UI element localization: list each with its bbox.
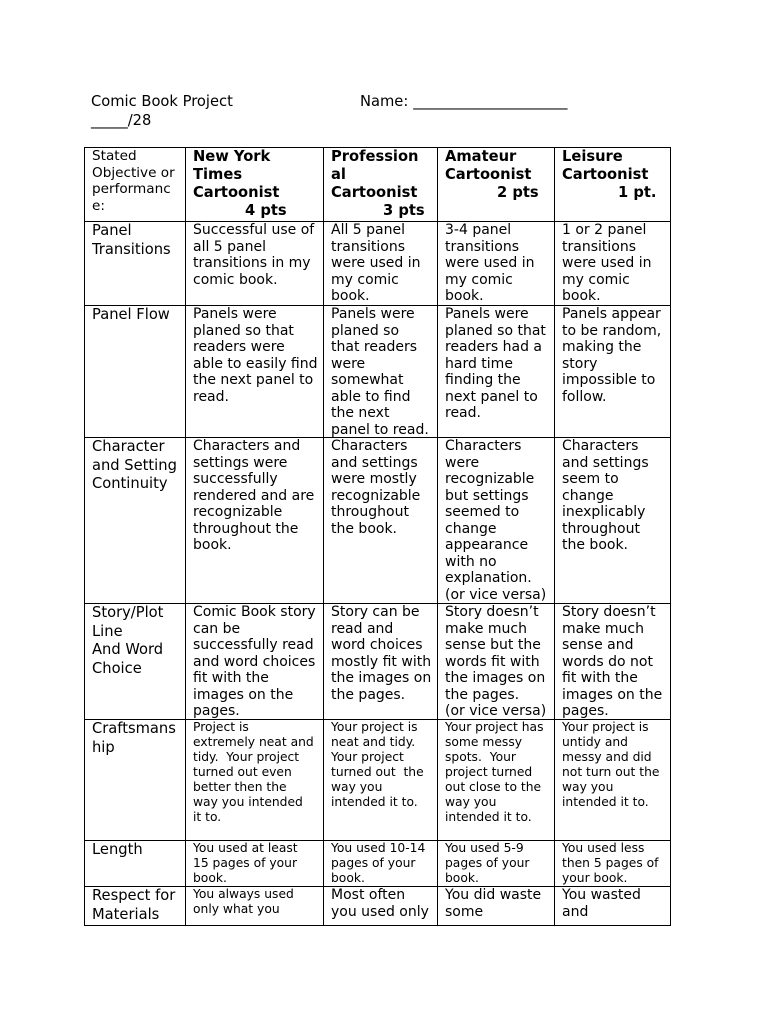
story-plot-3pts: Story can be read and word choices mostly fit with the images on the pages.	[324, 604, 438, 720]
level-points: 1 pt.	[618, 184, 657, 201]
level-title: Profession al Cartoonist	[331, 148, 419, 201]
materials-4pts: You always used only what you	[186, 887, 324, 926]
name-blank: _____________________	[413, 93, 568, 110]
craftsmanship-4pts: Project is extremely neat and tidy. Your project turned out even better then the way you intended it to.	[186, 720, 324, 841]
materials-1pt: You wasted and	[555, 887, 671, 926]
level-header-professional-cartoonist	[324, 148, 438, 222]
panel-flow-4pts: Panels were planed so that readers were able to easily find the next panel to read.	[186, 306, 324, 438]
length-4pts: You used at least 15 pages of your book.	[186, 841, 324, 887]
name-field	[360, 93, 568, 110]
criterion-respect-for-materials: Respect for Materials	[85, 887, 186, 926]
panel-transitions-3pts: All 5 panel transitions were used in my comic book.	[324, 222, 438, 306]
continuity-4pts: Characters and settings were successfully rendered and are recognizable throughout the book.	[186, 438, 324, 604]
criterion-craftsmanship: Craftsmans hip	[85, 720, 186, 841]
level-header-leisure-cartoonist	[555, 148, 671, 222]
score-blank: _____/28	[91, 112, 152, 129]
craftsmanship-3pts: Your project is neat and tidy. Your project turned out the way you intended it to.	[324, 720, 438, 841]
document-title: Comic Book Project	[91, 93, 233, 110]
panel-flow-2pts: Panels were planed so that readers had a hard time finding the next panel to read.	[438, 306, 555, 438]
level-title: New York Times Cartoonist	[193, 148, 280, 201]
objective-header: Stated Objective or performanc e:	[85, 148, 186, 222]
name-label: Name:	[360, 93, 409, 110]
continuity-1pt: Characters and settings seem to change inexplicably throughout the book.	[555, 438, 671, 604]
criterion-story-plot-word-choice: Story/Plot Line And Word Choice	[85, 604, 186, 720]
materials-2pts: You did waste some	[438, 887, 555, 926]
criterion-length: Length	[85, 841, 186, 887]
story-plot-4pts: Comic Book story can be successfully read and word choices fit with the images on the pages.	[186, 604, 324, 720]
panel-transitions-2pts: 3-4 panel transitions were used in my comic book.	[438, 222, 555, 306]
continuity-2pts: Characters were recognizable but settings seemed to change appearance with no explanation. (or vice versa)	[438, 438, 555, 604]
length-2pts: You used 5-9 pages of your book.	[438, 841, 555, 887]
length-3pts: You used 10-14 pages of your book.	[324, 841, 438, 887]
level-points: 3 pts	[383, 202, 425, 219]
panel-transitions-1pt: 1 or 2 panel transitions were used in my comic book.	[555, 222, 671, 306]
level-title: Leisure Cartoonist	[562, 148, 649, 183]
craftsmanship-1pt: Your project is untidy and messy and did not turn out the way you intended it to.	[555, 720, 671, 841]
criterion-character-setting-continuity: Character and Setting Continuity	[85, 438, 186, 604]
panel-transitions-4pts: Successful use of all 5 panel transitions in my comic book.	[186, 222, 324, 306]
panel-flow-3pts: Panels were planed so that readers were somewhat able to find the next panel to read.	[324, 306, 438, 438]
continuity-3pts: Characters and settings were mostly recognizable throughout the book.	[324, 438, 438, 604]
length-1pt: You used less then 5 pages of your book.	[555, 841, 671, 887]
rubric-table	[84, 147, 671, 926]
level-header-amateur-cartoonist	[438, 148, 555, 222]
criterion-panel-flow: Panel Flow	[85, 306, 186, 438]
panel-flow-1pt: Panels appear to be random, making the story impossible to follow.	[555, 306, 671, 438]
level-points: 2 pts	[497, 184, 539, 201]
level-points: 4 pts	[245, 202, 287, 219]
story-plot-1pt: Story doesn’t make much sense and words do not fit with the images on the pages.	[555, 604, 671, 720]
story-plot-2pts: Story doesn’t make much sense but the words fit with the images on the pages. (or vice versa)	[438, 604, 555, 720]
criterion-panel-transitions: Panel Transitions	[85, 222, 186, 306]
materials-3pts: Most often you used only	[324, 887, 438, 926]
level-header-new-york-times-cartoonist	[186, 148, 324, 222]
craftsmanship-2pts: Your project has some messy spots. Your project turned out close to the way you intended it to.	[438, 720, 555, 841]
level-title: Amateur Cartoonist	[445, 148, 532, 183]
